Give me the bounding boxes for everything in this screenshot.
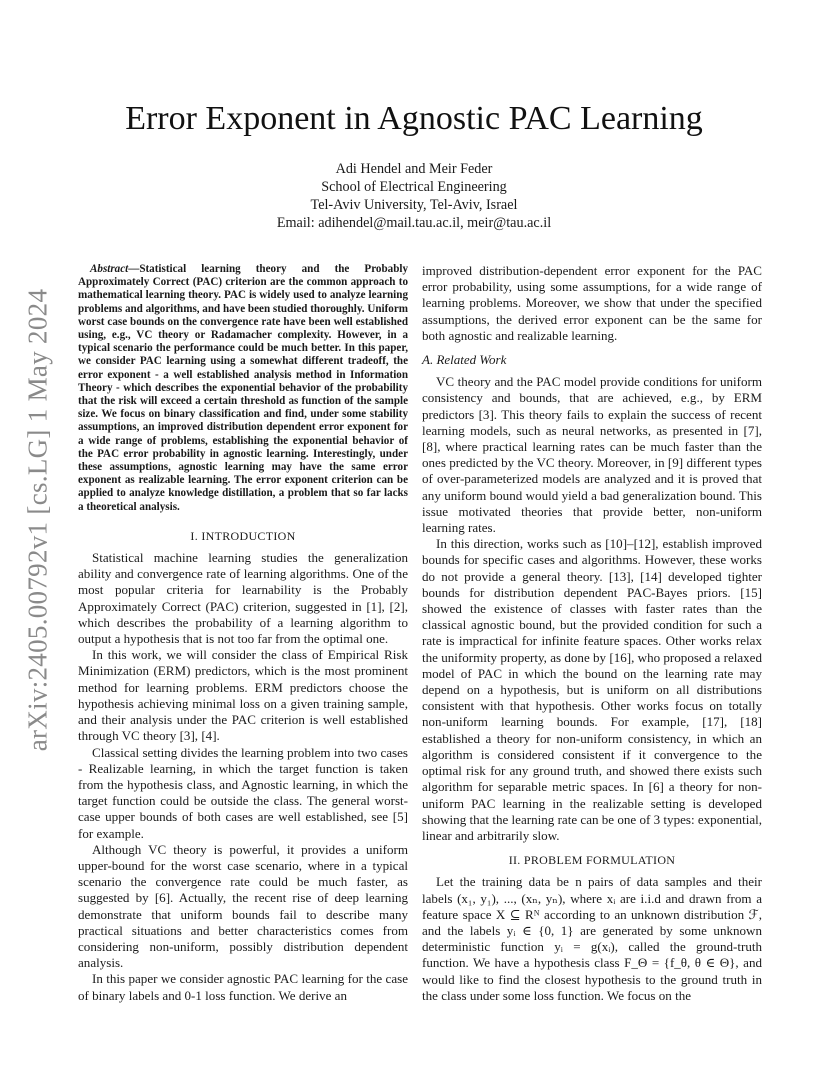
arxiv-watermark	[18, 285, 58, 755]
subsection-heading-related-work: A. Related Work	[422, 352, 507, 368]
intro-paragraph-2: In this work, we will consider the class of Empirical Risk Minimization (ERM) predictors, which is the most prominent method for learning problems. ERM predictors choose the hypothesis achieving minimal loss on a given training sample, and their analysis under the PAC criterion is well established through VC theory [3], [4].	[78, 647, 408, 744]
intro-paragraph-3: Classical setting divides the learning problem into two cases - Realizable learning, in which the target function is taken from the hypothesis class, and Agnostic learning, in which the target function could be outside the class. The general worst-case upper bounds of both cases are well established, see [5] for example.	[78, 744, 408, 841]
intro-paragraph-4: Although VC theory is powerful, it provides a uniform upper-bound for the worst case scenario, where in a typical scenario the convergence rate could be much faster, as suggested by [6]. Actually, the recent rise of deep learning demonstrate that uniform bounds fail to describe many practical situations and better characteristics comes from considering non-uniform, possibly distribution dependent analysis.	[78, 841, 408, 971]
abstract	[78, 263, 408, 514]
author-department: School of Electrical Engineering	[321, 179, 507, 195]
abstract-label: Abstract	[90, 263, 129, 275]
related-paragraph-1: VC theory and the PAC model provide conditions for uniform consistency and bounds, that are achieved, e.g., by ERM predictors [3]. This theory fails to explain the success of recent learning models, such as neural networks, as presented in [7], [8], where practical learning rates can be much faster than the ones predicted by the VC theory. Moreover, in [9] different types of over-parameterized models are analyzed and it is proved that any uniform bound would yield a bad generalization bound. This issue motivated theories that provide better, non-uniform learning rates.	[422, 374, 762, 536]
intro-paragraph-5: In this paper we consider agnostic PAC learning for the case of binary labels and 0-1 loss function. We derive an	[78, 971, 408, 1003]
section-heading-introduction: I. INTRODUCTION	[190, 528, 296, 543]
section-heading-problem-formulation: II. PROBLEM FORMULATION	[508, 853, 676, 868]
intro-paragraph-5-continued: improved distribution-dependent error exponent for the PAC error probability, using some assumptions, for a wide range of learning problems. Moreover, we show that under the specified assumptions, the derived error exponent can be the same for both agnostic and realizable learning.	[422, 263, 762, 343]
arxiv-id-text: arXiv:2405.00792v1 [cs.LG] 1 May 2024	[22, 288, 53, 752]
right-column	[422, 263, 762, 1004]
abstract-text: —Statistical learning theory and the Probably Approximately Correct (PAC) criterion are the common approach to mathematical learning theory. PAC is widely used to analyze learning problems and algorithms, and have been studied thoroughly. Uniform worst case bounds on the convergence rate have been well established using, e.g., VC theory or Radamacher complexity. However, in a typical scenario the performance could be much better. In this paper, we consider PAC learning using a somewhat different tradeoff, the error exponent - a well established analysis method in Information Theory - which describes the exponential behavior of the probability that the risk will exceed a certain threshold as function of the sample size. We focus on binary classification and find, under some stability assumptions, an improved distribution dependent error exponent for a wide range of problems, establishing the exponential behavior of the PAC error probability in agnostic learning. Interestingly, under these assumptions, agnostic learning may have the same error exponent as realizable learning. The error exponent criterion can be applied to analyze knowledge distillation, a problem that so far lacks a theoretical analysis.	[78, 263, 408, 513]
left-column	[78, 263, 408, 1004]
author-names: Adi Hendel and Meir Feder	[335, 161, 493, 177]
author-university: Tel-Aviv University, Tel-Aviv, Israel	[310, 197, 518, 213]
related-paragraph-2: In this direction, works such as [10]–[12], establish improved bounds for specific cases and algorithms. However, these works do not provide a general theory. [13], [14] developed tighter bounds for distribution dependent PAC-Bayes priors. [15] showed the existence of classes with faster rates than the classical agnostic bound, but the provided condition for such a rate is impractical for infinite feature spaces. Other works relax the uniformity property, as done by [16], who proposed a relaxed model of PAC in which the bound on the learning rate may depend on a hypothesis, but is uniform on all distributions consistent with that hypothesis. Other works focus on totally non-uniform learning bounds. For example, [17], [18] established a theory for non-uniform consistency, in which an algorithm is considered consistent if it convergence to the optimal risk for any ground truth, and showed there exists such algorithm for separable metric spaces. In [6] a theory for non-uniform PAC learning in the realizable setting is developed showing that the learning rate can be one of 3 types: exponential, linear and arbitrarily slow.	[422, 536, 762, 843]
author-email: Email: adihendel@mail.tau.ac.il, meir@tau.ac.il	[276, 215, 552, 231]
problem-paragraph-1: Let the training data be n pairs of data samples and their labels (x₁, y₁), ..., (xₙ, yₙ), where xᵢ are i.i.d and drawn from a feature space X ⊆ Rᴺ according to an unknown distribution ℱ, and the labels yᵢ ∈ {0, 1} are generated by some unknown deterministic function yᵢ = g(xᵢ), called the ground-truth function. We have a hypothesis class F_Θ = {f_θ, θ ∈ Θ}, and would like to find the closest hypothesis to the ground truth in the class under some loss function. We focus on the	[422, 874, 762, 1003]
intro-paragraph-1: Statistical machine learning studies the generalization ability and convergence rate of learning algorithms. One of the most popular criteria for learnability is the Probably Approximately Correct (PAC) criterion, suggested in [1], [2], which describes the probability of a learning algorithm to output a hypothesis that is not too far from the optimal one.	[78, 550, 408, 647]
author-block	[0, 160, 828, 232]
paper-title: Error Exponent in Agnostic PAC Learning	[125, 100, 703, 137]
